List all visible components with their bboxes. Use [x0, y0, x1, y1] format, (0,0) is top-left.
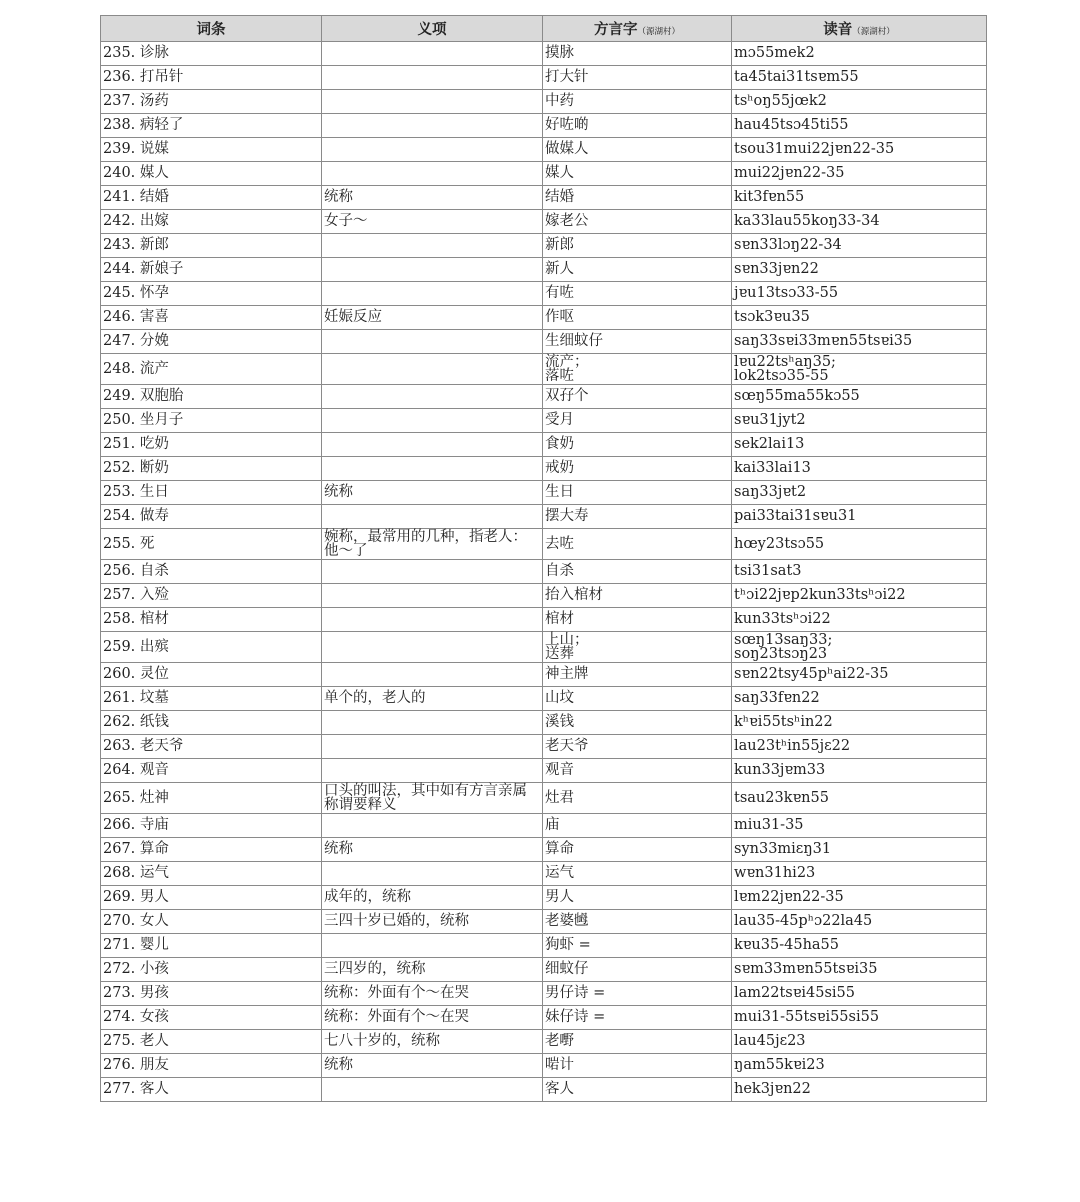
- entry-cell: 248. 流产: [101, 354, 322, 385]
- sense-cell: 三四岁的，统称: [322, 958, 543, 982]
- pronunciation-cell: mɔ55mek2: [732, 42, 987, 66]
- dialect-word-cell: 山坟: [543, 687, 732, 711]
- table-row: [101, 711, 987, 735]
- pronunciation-cell: wɐn31hi23: [732, 862, 987, 886]
- dialect-word-cell: 细蚊仔: [543, 958, 732, 982]
- table-row: [101, 632, 987, 663]
- table-row: [101, 306, 987, 330]
- dialect-word-cell: 上山； 送葬: [543, 632, 732, 663]
- sense-cell: 三四十岁已婚的，统称: [322, 910, 543, 934]
- table-row: [101, 138, 987, 162]
- dialect-word-cell: 啱计: [543, 1054, 732, 1078]
- sense-cell: [322, 735, 543, 759]
- entry-cell: 246. 害喜: [101, 306, 322, 330]
- pronunciation-cell: kun33jɐm33: [732, 759, 987, 783]
- table-row: [101, 759, 987, 783]
- sense-cell: [322, 258, 543, 282]
- entry-cell: 266. 寺庙: [101, 814, 322, 838]
- sense-cell: 统称: [322, 838, 543, 862]
- dialect-word-cell: 去咗: [543, 529, 732, 560]
- entry-cell: 271. 婴儿: [101, 934, 322, 958]
- table-row: [101, 385, 987, 409]
- table-row: [101, 354, 987, 385]
- sense-cell: [322, 90, 543, 114]
- entry-cell: 257. 入殓: [101, 584, 322, 608]
- pronunciation-cell: saŋ33sɐi33mɐn55tsɐi35: [732, 330, 987, 354]
- pronunciation-cell: tsou31mui22jɐn22-35: [732, 138, 987, 162]
- pronunciation-cell: mui22jɐn22-35: [732, 162, 987, 186]
- pronunciation-cell: sɐn22tsy45pʰai22-35: [732, 663, 987, 687]
- entry-cell: 253. 生日: [101, 481, 322, 505]
- dialect-word-cell: 溪钱: [543, 711, 732, 735]
- entry-cell: 256. 自杀: [101, 560, 322, 584]
- sense-cell: 成年的，统称: [322, 886, 543, 910]
- entry-cell: 252. 断奶: [101, 457, 322, 481]
- sense-cell: [322, 759, 543, 783]
- pronunciation-cell: kʰɐi55tsʰin22: [732, 711, 987, 735]
- pronunciation-cell: mui31-55tsɐi55si55: [732, 1006, 987, 1030]
- sense-cell: 统称: [322, 481, 543, 505]
- dialect-word-cell: 流产； 落咗: [543, 354, 732, 385]
- sense-cell: [322, 234, 543, 258]
- table-row: [101, 66, 987, 90]
- pronunciation-cell: pai33tai31sɐu31: [732, 505, 987, 529]
- pronunciation-cell: ka33lau55koŋ33-34: [732, 210, 987, 234]
- entry-cell: 251. 吃奶: [101, 433, 322, 457]
- table-row: [101, 814, 987, 838]
- dialect-word-cell: 老婆乸: [543, 910, 732, 934]
- dialect-word-cell: 灶君: [543, 783, 732, 814]
- pronunciation-cell: miu31-35: [732, 814, 987, 838]
- pronunciation-cell: hœy23tsɔ55: [732, 529, 987, 560]
- entry-cell: 242. 出嫁: [101, 210, 322, 234]
- sense-cell: [322, 330, 543, 354]
- table-row: [101, 934, 987, 958]
- entry-cell: 254. 做寿: [101, 505, 322, 529]
- header-dialect-word: [543, 16, 732, 42]
- entry-cell: 239. 说媒: [101, 138, 322, 162]
- header-pronunciation: [732, 16, 987, 42]
- entry-cell: 240. 媒人: [101, 162, 322, 186]
- dialect-word-cell: 男仔诗 =: [543, 982, 732, 1006]
- pronunciation-cell: kit3fɐn55: [732, 186, 987, 210]
- pronunciation-cell: jɐu13tsɔ33-55: [732, 282, 987, 306]
- entry-cell: 274. 女孩: [101, 1006, 322, 1030]
- sense-cell: 统称: [322, 1054, 543, 1078]
- table-row: [101, 663, 987, 687]
- dialect-word-cell: 打大针: [543, 66, 732, 90]
- pronunciation-cell: lau45jɛ23: [732, 1030, 987, 1054]
- table-row: [101, 1078, 987, 1102]
- table-row: [101, 481, 987, 505]
- pronunciation-cell: kɐu35-45ha55: [732, 934, 987, 958]
- table-row: [101, 862, 987, 886]
- table-row: [101, 838, 987, 862]
- entry-cell: 247. 分娩: [101, 330, 322, 354]
- entry-cell: 263. 老天爷: [101, 735, 322, 759]
- sense-cell: [322, 138, 543, 162]
- entry-cell: 260. 灵位: [101, 663, 322, 687]
- entry-cell: 244. 新娘子: [101, 258, 322, 282]
- pronunciation-cell: sek2lai13: [732, 433, 987, 457]
- entry-cell: 245. 怀孕: [101, 282, 322, 306]
- table-row: [101, 608, 987, 632]
- dialect-word-cell: 有咗: [543, 282, 732, 306]
- pronunciation-cell: hek3jɐn22: [732, 1078, 987, 1102]
- entry-cell: 277. 客人: [101, 1078, 322, 1102]
- table-row: [101, 505, 987, 529]
- header-sense-label: 义项: [417, 22, 447, 38]
- sense-cell: [322, 505, 543, 529]
- pronunciation-cell: saŋ33jɐt2: [732, 481, 987, 505]
- dialect-word-cell: 作呕: [543, 306, 732, 330]
- table-row: [101, 886, 987, 910]
- entry-cell: 236. 打吊针: [101, 66, 322, 90]
- dialect-word-cell: 嫁老公: [543, 210, 732, 234]
- table-row: [101, 210, 987, 234]
- entry-cell: 249. 双胞胎: [101, 385, 322, 409]
- entry-cell: 273. 男孩: [101, 982, 322, 1006]
- sense-cell: [322, 354, 543, 385]
- table-header-row: [101, 16, 987, 42]
- table-row: [101, 735, 987, 759]
- sense-cell: [322, 66, 543, 90]
- sense-cell: [322, 42, 543, 66]
- pronunciation-cell: sɐn33jɐn22: [732, 258, 987, 282]
- pronunciation-cell: lau35-45pʰɔ22la45: [732, 910, 987, 934]
- table-row: [101, 457, 987, 481]
- sense-cell: [322, 663, 543, 687]
- dialect-word-cell: 妹仔诗 =: [543, 1006, 732, 1030]
- table-row: [101, 529, 987, 560]
- entry-cell: 268. 运气: [101, 862, 322, 886]
- entry-cell: 243. 新郎: [101, 234, 322, 258]
- dialect-word-cell: 好咗啲: [543, 114, 732, 138]
- pronunciation-cell: ta45tai31tsɐm55: [732, 66, 987, 90]
- entry-cell: 235. 诊脉: [101, 42, 322, 66]
- table-row: [101, 958, 987, 982]
- sense-cell: [322, 457, 543, 481]
- pronunciation-cell: tsau23kɐn55: [732, 783, 987, 814]
- table-row: [101, 282, 987, 306]
- pronunciation-cell: tʰɔi22jɐp2kun33tsʰɔi22: [732, 584, 987, 608]
- sense-cell: [322, 814, 543, 838]
- dialect-word-cell: 受月: [543, 409, 732, 433]
- entry-cell: 250. 坐月子: [101, 409, 322, 433]
- table-row: [101, 162, 987, 186]
- dialect-word-cell: 抬入棺材: [543, 584, 732, 608]
- pronunciation-cell: kai33lai13: [732, 457, 987, 481]
- table-row: [101, 910, 987, 934]
- table-row: [101, 258, 987, 282]
- table-row: [101, 234, 987, 258]
- sense-cell: [322, 114, 543, 138]
- sense-cell: [322, 433, 543, 457]
- pronunciation-cell: sɐn33lɔŋ22-34: [732, 234, 987, 258]
- dialect-word-cell: 食奶: [543, 433, 732, 457]
- sense-cell: [322, 862, 543, 886]
- dialect-word-cell: 摸脉: [543, 42, 732, 66]
- entry-cell: 255. 死: [101, 529, 322, 560]
- dialect-word-cell: 棺材: [543, 608, 732, 632]
- header-pronunciation-label: 读音: [823, 22, 853, 38]
- table-row: [101, 560, 987, 584]
- pronunciation-cell: tsʰoŋ55jœk2: [732, 90, 987, 114]
- header-sense: [322, 16, 543, 42]
- pronunciation-cell: saŋ33fɐn22: [732, 687, 987, 711]
- entry-cell: 269. 男人: [101, 886, 322, 910]
- vocabulary-sheet: [100, 15, 986, 1102]
- table-row: [101, 114, 987, 138]
- header-pronunciation-sub: （源湖村）: [852, 27, 895, 37]
- pronunciation-cell: tsɔk3ɐu35: [732, 306, 987, 330]
- dialect-word-cell: 生日: [543, 481, 732, 505]
- entry-cell: 259. 出殡: [101, 632, 322, 663]
- sense-cell: [322, 584, 543, 608]
- sense-cell: [322, 385, 543, 409]
- header-dialect-word-sub: （源湖村）: [637, 27, 680, 37]
- dialect-word-cell: 运气: [543, 862, 732, 886]
- table-row: [101, 42, 987, 66]
- pronunciation-cell: kun33tsʰɔi22: [732, 608, 987, 632]
- sense-cell: [322, 282, 543, 306]
- pronunciation-cell: sœŋ55ma55kɔ55: [732, 385, 987, 409]
- sense-cell: [322, 632, 543, 663]
- table-row: [101, 409, 987, 433]
- pronunciation-cell: hau45tsɔ45ti55: [732, 114, 987, 138]
- pronunciation-cell: syn33miɛŋ31: [732, 838, 987, 862]
- dialect-vocabulary-table: [100, 15, 987, 1102]
- entry-cell: 261. 坟墓: [101, 687, 322, 711]
- sense-cell: 统称：外面有个～在哭: [322, 982, 543, 1006]
- header-dialect-word-label: 方言字: [593, 22, 638, 38]
- sense-cell: [322, 934, 543, 958]
- dialect-word-cell: 算命: [543, 838, 732, 862]
- sense-cell: [322, 162, 543, 186]
- table-row: [101, 330, 987, 354]
- pronunciation-cell: lau23tʰin55jɛ22: [732, 735, 987, 759]
- entry-cell: 262. 纸钱: [101, 711, 322, 735]
- dialect-word-cell: 观音: [543, 759, 732, 783]
- pronunciation-cell: sœŋ13saŋ33; soŋ23tsɔŋ23: [732, 632, 987, 663]
- sense-cell: 单个的，老人的: [322, 687, 543, 711]
- table-row: [101, 982, 987, 1006]
- dialect-word-cell: 自杀: [543, 560, 732, 584]
- pronunciation-cell: tsi31sat3: [732, 560, 987, 584]
- table-row: [101, 186, 987, 210]
- sense-cell: 婉称，最常用的几种，指老人： 他～了: [322, 529, 543, 560]
- entry-cell: 267. 算命: [101, 838, 322, 862]
- entry-cell: 241. 结婚: [101, 186, 322, 210]
- entry-cell: 237. 汤药: [101, 90, 322, 114]
- entry-cell: 264. 观音: [101, 759, 322, 783]
- entry-cell: 270. 女人: [101, 910, 322, 934]
- table-row: [101, 1030, 987, 1054]
- dialect-word-cell: 老嘢: [543, 1030, 732, 1054]
- dialect-word-cell: 双孖个: [543, 385, 732, 409]
- sense-cell: 妊娠反应: [322, 306, 543, 330]
- entry-cell: 272. 小孩: [101, 958, 322, 982]
- sense-cell: [322, 560, 543, 584]
- dialect-word-cell: 庙: [543, 814, 732, 838]
- dialect-word-cell: 神主牌: [543, 663, 732, 687]
- sense-cell: [322, 409, 543, 433]
- header-entry-label: 词条: [196, 22, 226, 38]
- entry-cell: 258. 棺材: [101, 608, 322, 632]
- entry-cell: 265. 灶神: [101, 783, 322, 814]
- pronunciation-cell: sɐm33mɐn55tsɐi35: [732, 958, 987, 982]
- table-row: [101, 433, 987, 457]
- pronunciation-cell: lɐu22tsʰaŋ35; lok2tsɔ35-55: [732, 354, 987, 385]
- table-row: [101, 687, 987, 711]
- dialect-word-cell: 做媒人: [543, 138, 732, 162]
- sense-cell: 口头的叫法，其中如有方言亲属 称谓要释义: [322, 783, 543, 814]
- entry-cell: 276. 朋友: [101, 1054, 322, 1078]
- table-row: [101, 1006, 987, 1030]
- dialect-word-cell: 媒人: [543, 162, 732, 186]
- table-row: [101, 584, 987, 608]
- table-row: [101, 783, 987, 814]
- pronunciation-cell: ŋam55kɐi23: [732, 1054, 987, 1078]
- table-row: [101, 90, 987, 114]
- sense-cell: 统称: [322, 186, 543, 210]
- sense-cell: 统称：外面有个～在哭: [322, 1006, 543, 1030]
- table-body: [101, 42, 987, 1102]
- header-entry: [101, 16, 322, 42]
- dialect-word-cell: 中药: [543, 90, 732, 114]
- pronunciation-cell: lɐm22jɐn22-35: [732, 886, 987, 910]
- dialect-word-cell: 结婚: [543, 186, 732, 210]
- dialect-word-cell: 新人: [543, 258, 732, 282]
- dialect-word-cell: 狗虾 =: [543, 934, 732, 958]
- entry-cell: 275. 老人: [101, 1030, 322, 1054]
- dialect-word-cell: 戒奶: [543, 457, 732, 481]
- table-row: [101, 1054, 987, 1078]
- dialect-word-cell: 客人: [543, 1078, 732, 1102]
- pronunciation-cell: lam22tsɐi45si55: [732, 982, 987, 1006]
- dialect-word-cell: 男人: [543, 886, 732, 910]
- dialect-word-cell: 摆大寿: [543, 505, 732, 529]
- dialect-word-cell: 老天爷: [543, 735, 732, 759]
- sense-cell: [322, 711, 543, 735]
- sense-cell: 七八十岁的，统称: [322, 1030, 543, 1054]
- dialect-word-cell: 新郎: [543, 234, 732, 258]
- pronunciation-cell: sɐu31jyt2: [732, 409, 987, 433]
- sense-cell: 女子～: [322, 210, 543, 234]
- sense-cell: [322, 1078, 543, 1102]
- dialect-word-cell: 生细蚊仔: [543, 330, 732, 354]
- entry-cell: 238. 病轻了: [101, 114, 322, 138]
- sense-cell: [322, 608, 543, 632]
